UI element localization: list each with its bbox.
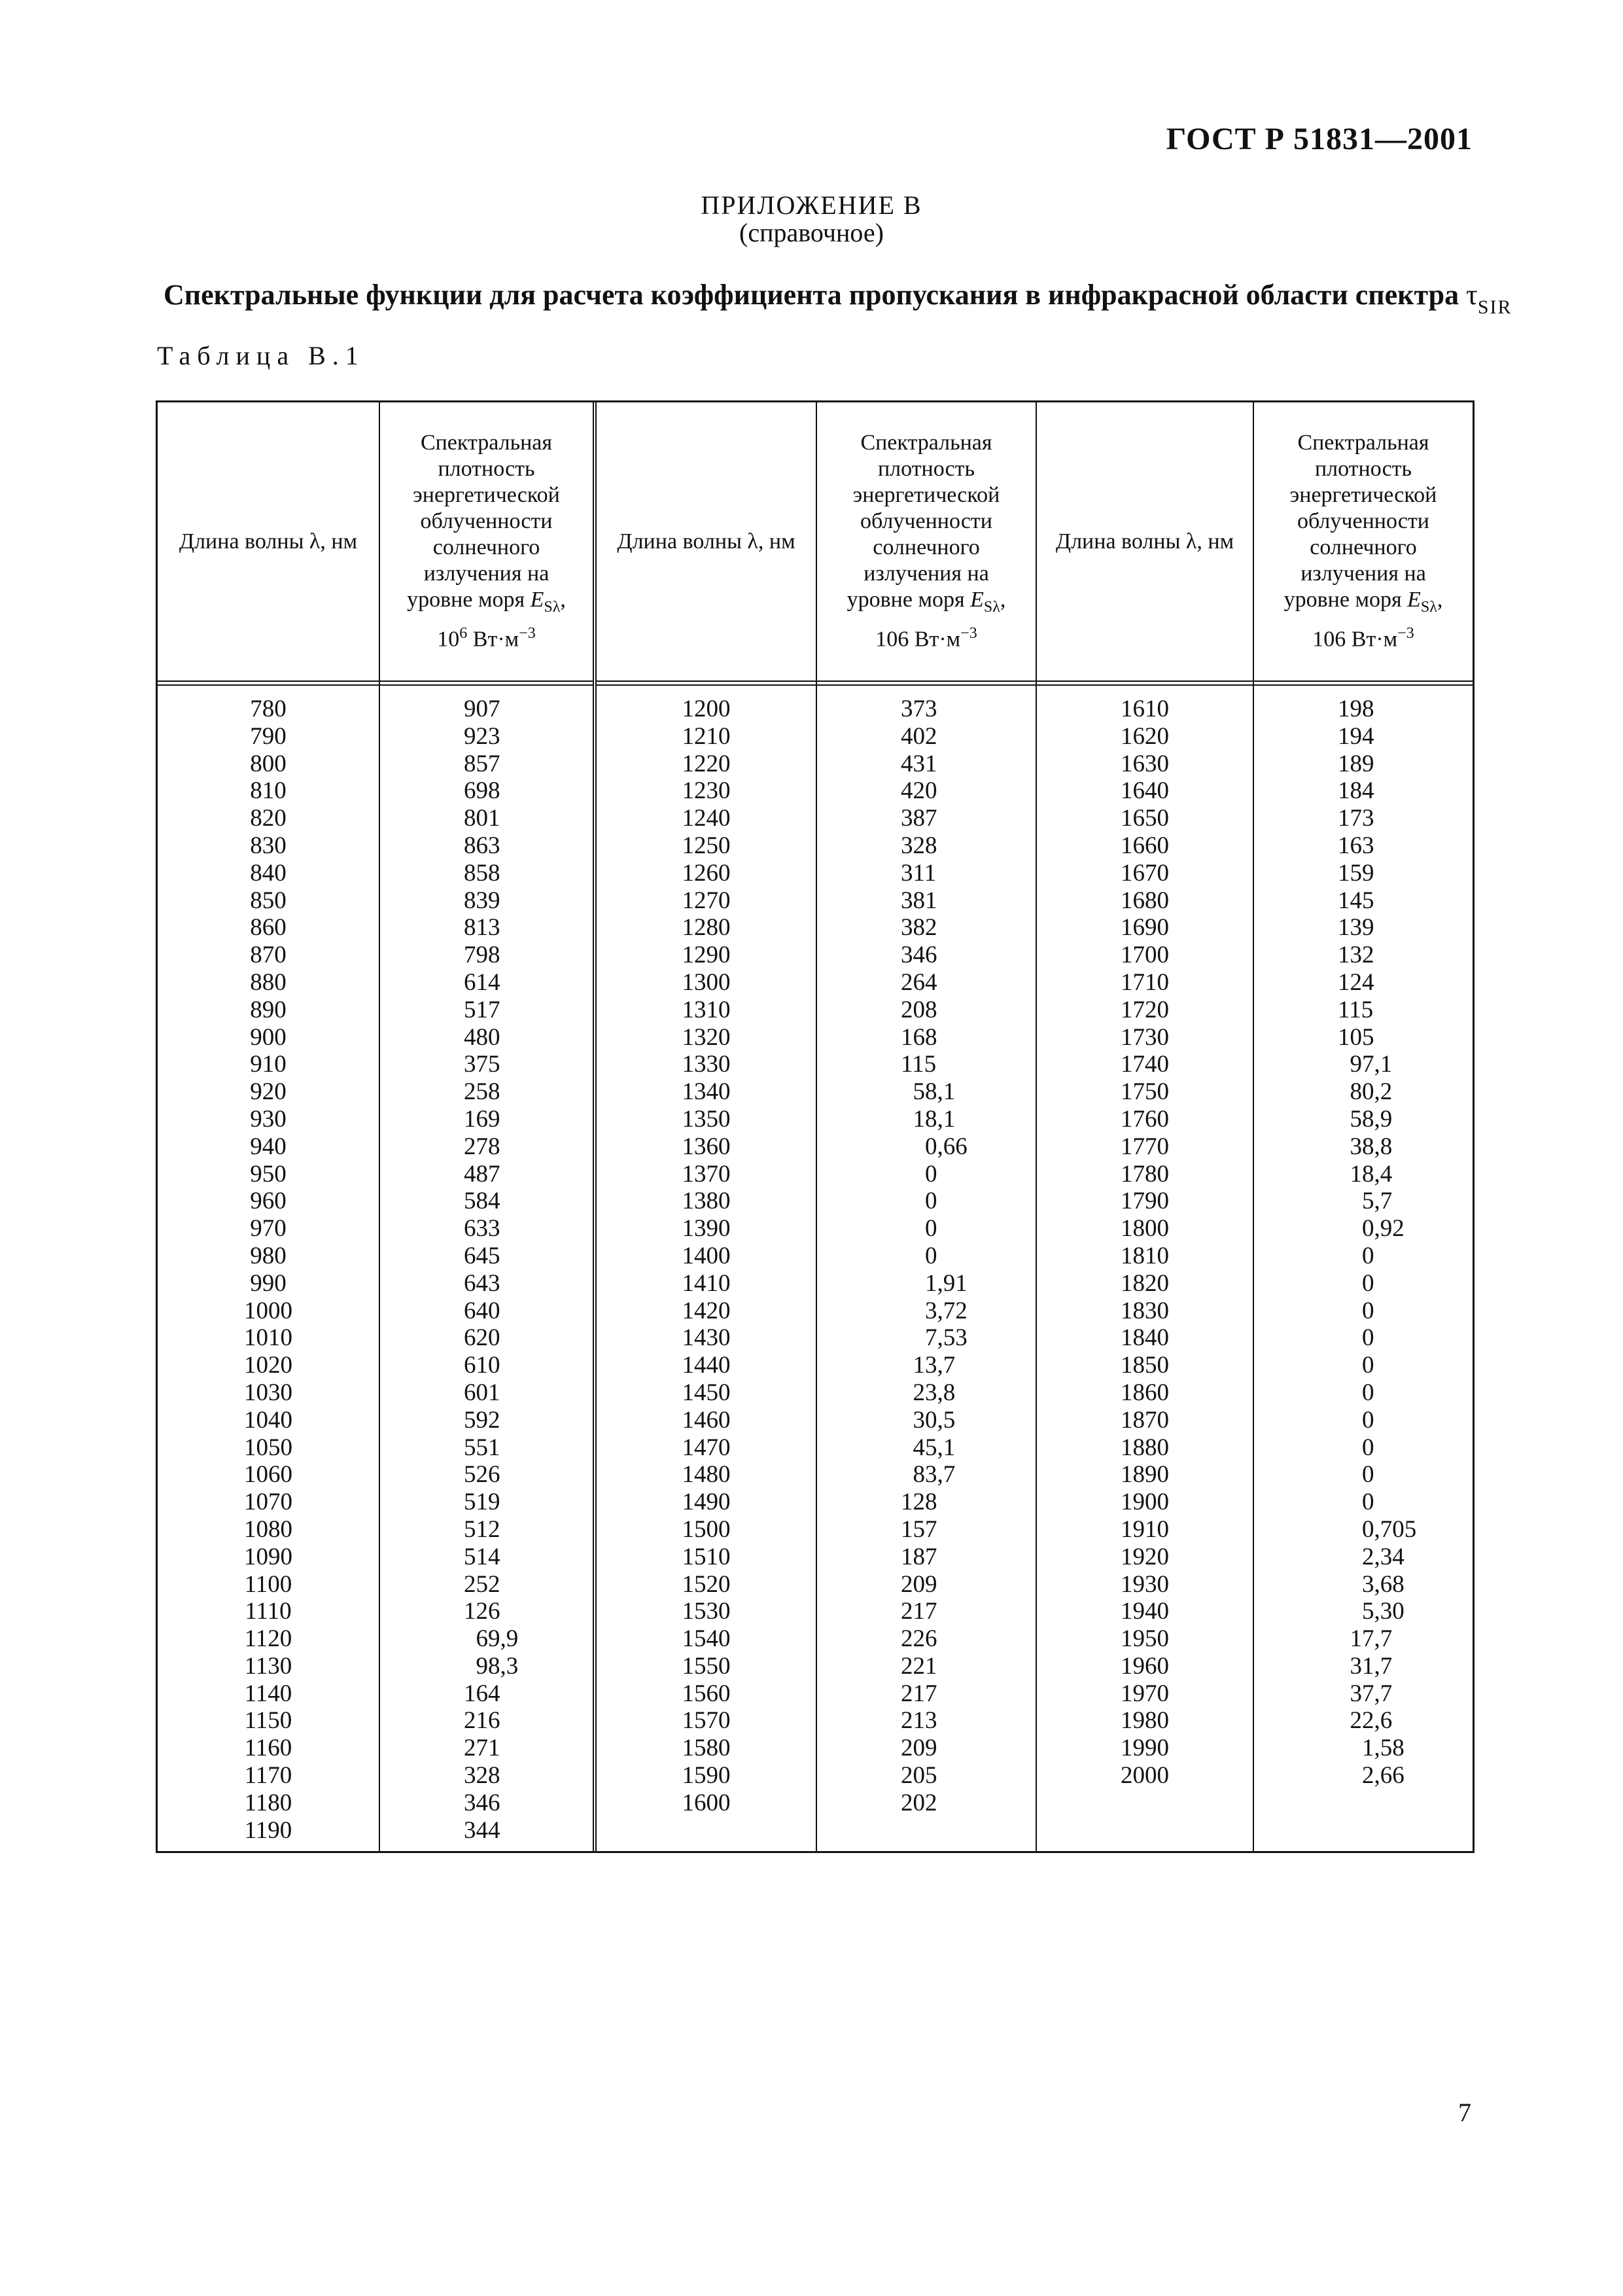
header-wavelength-2: Длина волны λ, нм bbox=[617, 529, 795, 554]
wavelength-cell: 1830 bbox=[1121, 1297, 1169, 1324]
density-cell: 184 bbox=[1338, 777, 1374, 805]
density-cell: 698 bbox=[464, 777, 500, 805]
density-cell: 45,1 bbox=[901, 1434, 956, 1461]
wavelength-cell: 1200 bbox=[682, 696, 731, 722]
wavelength-cell: 1530 bbox=[682, 1598, 731, 1625]
wavelength-cell: 1770 bbox=[1121, 1133, 1169, 1160]
density-cell: 375 bbox=[464, 1051, 500, 1078]
density-cell: 0,92 bbox=[1338, 1215, 1405, 1243]
density-cell: 487 bbox=[464, 1160, 500, 1188]
density-cell: 194 bbox=[1338, 722, 1374, 750]
density-cell: 0 bbox=[1338, 1489, 1374, 1516]
density-cell: 80,2 bbox=[1338, 1078, 1393, 1106]
wavelength-cell: 1150 bbox=[244, 1707, 292, 1735]
wavelength-cell: 1880 bbox=[1121, 1434, 1169, 1461]
density-cell: 519 bbox=[464, 1489, 500, 1516]
wavelength-cell: 1380 bbox=[682, 1188, 731, 1215]
wavelength-cell: 1240 bbox=[682, 805, 731, 832]
density-cell: 514 bbox=[464, 1543, 500, 1570]
wavelength-cell: 1520 bbox=[682, 1570, 731, 1598]
wavelength-cell: 1800 bbox=[1121, 1215, 1169, 1243]
header-density-3: Спектральная плотность энергетической облученности солнечного излучения на уровне моря $E_{S\lambda}$, 106 $Вт\cdot м^{-3}$ bbox=[1283, 431, 1443, 652]
col-wavelength-3 bbox=[1037, 402, 1253, 1851]
wavelength-cell: 1130 bbox=[244, 1652, 292, 1680]
density-cell: 387 bbox=[901, 805, 937, 832]
density-cell: 189 bbox=[1338, 750, 1374, 777]
wavelength-cell: 790 bbox=[250, 722, 287, 750]
header-density-line: плотность bbox=[1314, 457, 1412, 482]
wavelength-cell: 1610 bbox=[1121, 696, 1169, 722]
wavelength-cell: 1600 bbox=[682, 1789, 731, 1816]
wavelength-cell: 1270 bbox=[682, 887, 731, 914]
density-cell: 17,7 bbox=[1338, 1625, 1393, 1653]
wavelength-cell: 1250 bbox=[682, 832, 731, 859]
density-cell: 1,58 bbox=[1338, 1735, 1405, 1762]
wavelength-cell: 1750 bbox=[1121, 1078, 1169, 1106]
density-cell: 0 bbox=[1338, 1461, 1374, 1489]
wavelength-cell: 1570 bbox=[682, 1707, 731, 1735]
wavelength-cell: 1640 bbox=[1121, 777, 1169, 805]
header-density-line: излучения на bbox=[423, 561, 550, 586]
wavelength-cell: 1970 bbox=[1121, 1680, 1169, 1707]
wavelength-cell: 1310 bbox=[682, 996, 731, 1023]
density-cell: 2,34 bbox=[1338, 1543, 1405, 1570]
density-cell: 346 bbox=[464, 1789, 500, 1816]
wavelength-cell: 1480 bbox=[682, 1461, 731, 1489]
wavelength-cell: 840 bbox=[250, 859, 287, 887]
density-cell: 58,1 bbox=[901, 1078, 956, 1106]
density-cell: 620 bbox=[464, 1324, 500, 1352]
wavelength-cell: 1000 bbox=[244, 1297, 292, 1324]
wavelength-cell: 990 bbox=[250, 1269, 287, 1297]
density-cell: 216 bbox=[464, 1707, 500, 1735]
density-cell: 402 bbox=[901, 722, 937, 750]
density-cell: 431 bbox=[901, 750, 937, 777]
wavelength-cell: 1790 bbox=[1121, 1188, 1169, 1215]
density-cell: 271 bbox=[464, 1735, 500, 1762]
density-cell: 13,7 bbox=[901, 1352, 956, 1379]
density-list-3 bbox=[1254, 696, 1473, 1790]
wavelength-cell: 960 bbox=[250, 1188, 287, 1215]
density-cell: 0 bbox=[1338, 1379, 1374, 1406]
density-cell: 209 bbox=[901, 1735, 937, 1762]
wavelength-cell: 940 bbox=[250, 1133, 287, 1160]
density-cell: 610 bbox=[464, 1352, 500, 1379]
density-list-2 bbox=[817, 696, 1036, 1817]
appendix-note: (справочное) bbox=[739, 218, 884, 247]
wavelength-cell: 1960 bbox=[1121, 1652, 1169, 1680]
density-cell: 311 bbox=[901, 859, 937, 887]
density-cell: 83,7 bbox=[901, 1461, 956, 1489]
density-cell: 3,68 bbox=[1338, 1570, 1405, 1598]
unit-label-1: $10^6$ $Вт\cdot м^{-3}$ bbox=[437, 625, 536, 652]
wavelength-cell: 970 bbox=[250, 1215, 287, 1243]
wavelength-cell: 1670 bbox=[1121, 859, 1169, 887]
wavelength-cell: 870 bbox=[250, 942, 287, 969]
density-cell: 614 bbox=[464, 968, 500, 996]
density-cell: 2,66 bbox=[1338, 1762, 1405, 1790]
density-cell: 98,3 bbox=[464, 1652, 519, 1680]
wavelength-cell: 1710 bbox=[1121, 968, 1169, 996]
wavelength-cell: 1550 bbox=[682, 1652, 731, 1680]
density-cell: 217 bbox=[901, 1598, 937, 1625]
density-cell: 69,9 bbox=[464, 1625, 519, 1653]
density-cell: 198 bbox=[1338, 696, 1374, 722]
header-density-line: плотность bbox=[877, 457, 975, 482]
header-density-line: энергетической bbox=[852, 483, 1000, 508]
density-cell: 23,8 bbox=[901, 1379, 956, 1406]
wavelength-cell: 1090 bbox=[244, 1543, 292, 1570]
density-cell: 208 bbox=[901, 996, 937, 1023]
wavelength-list-3 bbox=[1037, 696, 1253, 1790]
density-cell: 839 bbox=[464, 887, 500, 914]
wavelength-cell: 1360 bbox=[682, 1133, 731, 1160]
density-cell: 128 bbox=[901, 1489, 937, 1516]
wavelength-cell: 2000 bbox=[1121, 1762, 1169, 1790]
wavelength-cell: 1410 bbox=[682, 1269, 731, 1297]
wavelength-cell: 1110 bbox=[245, 1598, 292, 1625]
density-cell: 217 bbox=[901, 1680, 937, 1707]
col-density-1 bbox=[380, 402, 593, 1851]
density-cell: 344 bbox=[464, 1816, 500, 1844]
density-cell: 907 bbox=[464, 696, 500, 722]
density-cell: 584 bbox=[464, 1188, 500, 1215]
wavelength-cell: 1030 bbox=[244, 1379, 292, 1406]
density-cell: 252 bbox=[464, 1570, 500, 1598]
wavelength-cell: 1080 bbox=[244, 1515, 292, 1543]
density-cell: 22,6 bbox=[1338, 1707, 1393, 1735]
density-cell: 226 bbox=[901, 1625, 937, 1653]
density-cell: 346 bbox=[901, 942, 937, 969]
wavelength-cell: 1330 bbox=[682, 1051, 731, 1078]
wavelength-cell: 1140 bbox=[244, 1680, 292, 1707]
density-cell: 526 bbox=[464, 1461, 500, 1489]
wavelength-cell: 1160 bbox=[244, 1735, 292, 1762]
wavelength-cell: 1260 bbox=[682, 859, 731, 887]
unit-label-2: 106 $Вт\cdot м^{-3}$ bbox=[875, 625, 977, 652]
header-density-line: энергетической bbox=[1289, 483, 1437, 508]
density-cell: 517 bbox=[464, 996, 500, 1023]
wavelength-cell: 1060 bbox=[244, 1461, 292, 1489]
density-cell: 278 bbox=[464, 1133, 500, 1160]
wavelength-cell: 1180 bbox=[244, 1789, 292, 1816]
wavelength-cell: 1290 bbox=[682, 942, 731, 969]
wavelength-cell: 1850 bbox=[1121, 1352, 1169, 1379]
header-density-line: облученности bbox=[420, 509, 553, 534]
wavelength-cell: 1780 bbox=[1121, 1160, 1169, 1188]
table-label: Таблица В.1 bbox=[157, 341, 365, 370]
header-density-line: солнечного bbox=[432, 535, 540, 560]
density-cell: 551 bbox=[464, 1434, 500, 1461]
wavelength-cell: 1890 bbox=[1121, 1461, 1169, 1489]
col-wavelength-2 bbox=[597, 402, 816, 1851]
density-cell: 164 bbox=[464, 1680, 500, 1707]
wavelength-list-2 bbox=[597, 696, 816, 1817]
wavelength-cell: 860 bbox=[250, 914, 287, 942]
density-cell: 0,705 bbox=[1338, 1515, 1417, 1543]
density-cell: 169 bbox=[464, 1105, 500, 1133]
wavelength-cell: 1720 bbox=[1121, 996, 1169, 1023]
wavelength-cell: 910 bbox=[250, 1051, 287, 1078]
density-cell: 1,91 bbox=[901, 1269, 968, 1297]
wavelength-cell: 1860 bbox=[1121, 1379, 1169, 1406]
wavelength-cell: 1650 bbox=[1121, 805, 1169, 832]
density-cell: 205 bbox=[901, 1762, 937, 1790]
wavelength-cell: 1690 bbox=[1121, 914, 1169, 942]
col-density-2 bbox=[817, 402, 1036, 1851]
wavelength-cell: 820 bbox=[250, 805, 287, 832]
density-cell: 18,1 bbox=[901, 1105, 956, 1133]
header-density-line: плотность bbox=[438, 457, 535, 482]
density-cell: 37,7 bbox=[1338, 1680, 1393, 1707]
wavelength-cell: 1870 bbox=[1121, 1406, 1169, 1434]
document-header: ГОСТ Р 51831—2001 bbox=[1166, 122, 1473, 156]
density-cell: 163 bbox=[1338, 832, 1374, 859]
section-title-text: Спектральные функции для расчета коэффициента пропускания в инфракрасной области спектра bbox=[164, 279, 1459, 311]
wavelength-cell: 850 bbox=[250, 887, 287, 914]
appendix-title: ПРИЛОЖЕНИЕ В bbox=[701, 190, 922, 220]
header-density-line: облученности bbox=[1297, 509, 1429, 534]
wavelength-cell: 1020 bbox=[244, 1352, 292, 1379]
density-cell: 30,5 bbox=[901, 1406, 956, 1434]
density-cell: 0 bbox=[1338, 1406, 1374, 1434]
density-cell: 97,1 bbox=[1338, 1051, 1393, 1078]
tau-subscript: SIR bbox=[1477, 296, 1512, 318]
density-cell: 115 bbox=[1338, 996, 1374, 1023]
wavelength-cell: 1010 bbox=[244, 1324, 292, 1352]
density-cell: 213 bbox=[901, 1707, 937, 1735]
density-cell: 0 bbox=[1338, 1297, 1374, 1324]
density-cell: 157 bbox=[901, 1515, 937, 1543]
density-cell: 5,30 bbox=[1338, 1598, 1405, 1625]
density-cell: 0 bbox=[1338, 1269, 1374, 1297]
wavelength-cell: 1440 bbox=[682, 1352, 731, 1379]
wavelength-cell: 1370 bbox=[682, 1160, 731, 1188]
density-list-1 bbox=[380, 696, 593, 1844]
wavelength-cell: 1490 bbox=[682, 1489, 731, 1516]
wavelength-cell: 1470 bbox=[682, 1434, 731, 1461]
wavelength-cell: 1920 bbox=[1121, 1543, 1169, 1570]
wavelength-list-1 bbox=[158, 696, 379, 1844]
wavelength-cell: 1280 bbox=[682, 914, 731, 942]
wavelength-cell: 1390 bbox=[682, 1215, 731, 1243]
density-cell: 512 bbox=[464, 1515, 500, 1543]
wavelength-cell: 1300 bbox=[682, 968, 731, 996]
wavelength-cell: 980 bbox=[250, 1242, 287, 1269]
density-cell: 0 bbox=[901, 1160, 937, 1188]
wavelength-cell: 1910 bbox=[1121, 1515, 1169, 1543]
density-cell: 0 bbox=[1338, 1434, 1374, 1461]
wavelength-cell: 1900 bbox=[1121, 1489, 1169, 1516]
wavelength-cell: 1350 bbox=[682, 1105, 731, 1133]
header-density-line: излучения на bbox=[864, 561, 989, 586]
wavelength-cell: 900 bbox=[250, 1023, 287, 1051]
wavelength-cell: 1400 bbox=[682, 1242, 731, 1269]
density-cell: 0 bbox=[901, 1188, 937, 1215]
wavelength-cell: 1680 bbox=[1121, 887, 1169, 914]
header-wavelength-1: Длина волны λ, нм bbox=[179, 529, 358, 554]
density-cell: 640 bbox=[464, 1297, 500, 1324]
density-cell: 592 bbox=[464, 1406, 500, 1434]
density-cell: 801 bbox=[464, 805, 500, 832]
density-cell: 124 bbox=[1338, 968, 1374, 996]
header-wavelength-3: Длина волны λ, нм bbox=[1055, 529, 1234, 554]
wavelength-cell: 950 bbox=[250, 1160, 287, 1188]
density-cell: 0 bbox=[901, 1242, 937, 1269]
wavelength-cell: 800 bbox=[250, 750, 287, 777]
density-cell: 221 bbox=[901, 1652, 937, 1680]
col-density-3 bbox=[1254, 402, 1473, 1851]
density-cell: 258 bbox=[464, 1078, 500, 1106]
wavelength-cell: 1810 bbox=[1121, 1242, 1169, 1269]
wavelength-cell: 1540 bbox=[682, 1625, 731, 1653]
wavelength-cell: 1630 bbox=[1121, 750, 1169, 777]
header-density-line: энергетической bbox=[413, 483, 560, 508]
density-cell: 0 bbox=[901, 1215, 937, 1243]
wavelength-cell: 1590 bbox=[682, 1762, 731, 1790]
wavelength-cell: 1660 bbox=[1121, 832, 1169, 859]
density-cell: 328 bbox=[464, 1762, 500, 1790]
density-cell: 382 bbox=[901, 914, 937, 942]
density-cell: 173 bbox=[1338, 805, 1374, 832]
header-density-2: Спектральная плотность энергетической облученности солнечного излучения на уровне моря $E_{S\lambda}$, 106 $Вт\cdot м^{-3}$ bbox=[846, 431, 1006, 652]
wavelength-cell: 1760 bbox=[1121, 1105, 1169, 1133]
density-cell: 643 bbox=[464, 1269, 500, 1297]
density-cell: 420 bbox=[901, 777, 937, 805]
density-cell: 38,8 bbox=[1338, 1133, 1393, 1160]
wavelength-cell: 1320 bbox=[682, 1023, 731, 1051]
wavelength-cell: 1070 bbox=[244, 1489, 292, 1516]
density-cell: 480 bbox=[464, 1023, 500, 1051]
density-cell: 0,66 bbox=[901, 1133, 968, 1160]
density-cell: 0 bbox=[1338, 1352, 1374, 1379]
section-title bbox=[164, 278, 1512, 318]
wavelength-cell: 1450 bbox=[682, 1379, 731, 1406]
wavelength-cell: 1460 bbox=[682, 1406, 731, 1434]
density-cell: 858 bbox=[464, 859, 500, 887]
wavelength-cell: 830 bbox=[250, 832, 287, 859]
header-density-line: солнечного bbox=[1310, 535, 1417, 560]
header-density-line: Спектральная bbox=[1297, 431, 1429, 455]
density-cell: 645 bbox=[464, 1242, 500, 1269]
wavelength-cell: 1220 bbox=[682, 750, 731, 777]
density-cell: 209 bbox=[901, 1570, 937, 1598]
wavelength-cell: 1050 bbox=[244, 1434, 292, 1461]
density-cell: 5,7 bbox=[1338, 1188, 1393, 1215]
density-cell: 3,72 bbox=[901, 1297, 968, 1324]
header-density-1: Спектральная плотность энергетической облученности солнечного излучения на уровне моря $E_{S\lambda}$, $10^6$ $Вт\cdot м^{-3}$ bbox=[407, 431, 566, 652]
density-cell: 0 bbox=[1338, 1242, 1374, 1269]
density-cell: 202 bbox=[901, 1789, 937, 1816]
header-density-line: Спектральная bbox=[420, 431, 553, 455]
wavelength-cell: 930 bbox=[250, 1105, 287, 1133]
density-cell: 0 bbox=[1338, 1324, 1374, 1352]
density-cell: 264 bbox=[901, 968, 937, 996]
header-density-line: излучения на bbox=[1300, 561, 1426, 586]
wavelength-cell: 1100 bbox=[244, 1570, 292, 1598]
wavelength-cell: 1940 bbox=[1121, 1598, 1169, 1625]
spectral-table bbox=[156, 400, 1475, 1853]
wavelength-cell: 1700 bbox=[1121, 942, 1169, 969]
density-cell: 115 bbox=[901, 1051, 937, 1078]
density-cell: 813 bbox=[464, 914, 500, 942]
header-density-line: солнечного bbox=[873, 535, 980, 560]
wavelength-cell: 1340 bbox=[682, 1078, 731, 1106]
density-cell: 857 bbox=[464, 750, 500, 777]
header-density-line: облученности bbox=[860, 509, 992, 534]
wavelength-cell: 1190 bbox=[244, 1816, 292, 1844]
wavelength-cell: 1950 bbox=[1121, 1625, 1169, 1653]
density-cell: 863 bbox=[464, 832, 500, 859]
wavelength-cell: 1560 bbox=[682, 1680, 731, 1707]
density-cell: 132 bbox=[1338, 942, 1374, 969]
density-cell: 381 bbox=[901, 887, 937, 914]
wavelength-cell: 1120 bbox=[244, 1625, 292, 1653]
wavelength-cell: 1210 bbox=[682, 722, 731, 750]
density-cell: 328 bbox=[901, 832, 937, 859]
wavelength-cell: 1980 bbox=[1121, 1707, 1169, 1735]
wavelength-cell: 880 bbox=[250, 968, 287, 996]
unit-label-3: 106 $Вт\cdot м^{-3}$ bbox=[1312, 625, 1414, 652]
density-cell: 923 bbox=[464, 722, 500, 750]
wavelength-cell: 780 bbox=[250, 696, 287, 722]
density-cell: 18,4 bbox=[1338, 1160, 1393, 1188]
col-wavelength-1 bbox=[158, 402, 379, 1851]
density-cell: 105 bbox=[1338, 1023, 1374, 1051]
wavelength-cell: 1620 bbox=[1121, 722, 1169, 750]
wavelength-cell: 890 bbox=[250, 996, 287, 1023]
density-cell: 58,9 bbox=[1338, 1105, 1393, 1133]
density-cell: 126 bbox=[464, 1598, 500, 1625]
wavelength-cell: 1990 bbox=[1121, 1735, 1169, 1762]
wavelength-cell: 1740 bbox=[1121, 1051, 1169, 1078]
wavelength-cell: 1840 bbox=[1121, 1324, 1169, 1352]
density-cell: 145 bbox=[1338, 887, 1374, 914]
density-cell: 633 bbox=[464, 1215, 500, 1243]
wavelength-cell: 1040 bbox=[244, 1406, 292, 1434]
density-cell: 187 bbox=[901, 1543, 937, 1570]
wavelength-cell: 1930 bbox=[1121, 1570, 1169, 1598]
density-cell: 373 bbox=[901, 696, 937, 722]
tau-symbol: τ bbox=[1466, 279, 1478, 311]
density-cell: 139 bbox=[1338, 914, 1374, 942]
density-cell: 7,53 bbox=[901, 1324, 968, 1352]
density-cell: 601 bbox=[464, 1379, 500, 1406]
wavelength-cell: 810 bbox=[250, 777, 287, 805]
wavelength-cell: 1510 bbox=[682, 1543, 731, 1570]
density-cell: 168 bbox=[901, 1023, 937, 1051]
page-number: 7 bbox=[1458, 2098, 1471, 2127]
wavelength-cell: 1430 bbox=[682, 1324, 731, 1352]
density-cell: 798 bbox=[464, 942, 500, 969]
wavelength-cell: 1170 bbox=[244, 1762, 292, 1790]
wavelength-cell: 920 bbox=[250, 1078, 287, 1106]
density-cell: 159 bbox=[1338, 859, 1374, 887]
wavelength-cell: 1730 bbox=[1121, 1023, 1169, 1051]
wavelength-cell: 1500 bbox=[682, 1515, 731, 1543]
header-density-line: Спектральная bbox=[860, 431, 992, 455]
wavelength-cell: 1420 bbox=[682, 1297, 731, 1324]
wavelength-cell: 1820 bbox=[1121, 1269, 1169, 1297]
wavelength-cell: 1580 bbox=[682, 1735, 731, 1762]
density-cell: 31,7 bbox=[1338, 1652, 1393, 1680]
wavelength-cell: 1230 bbox=[682, 777, 731, 805]
